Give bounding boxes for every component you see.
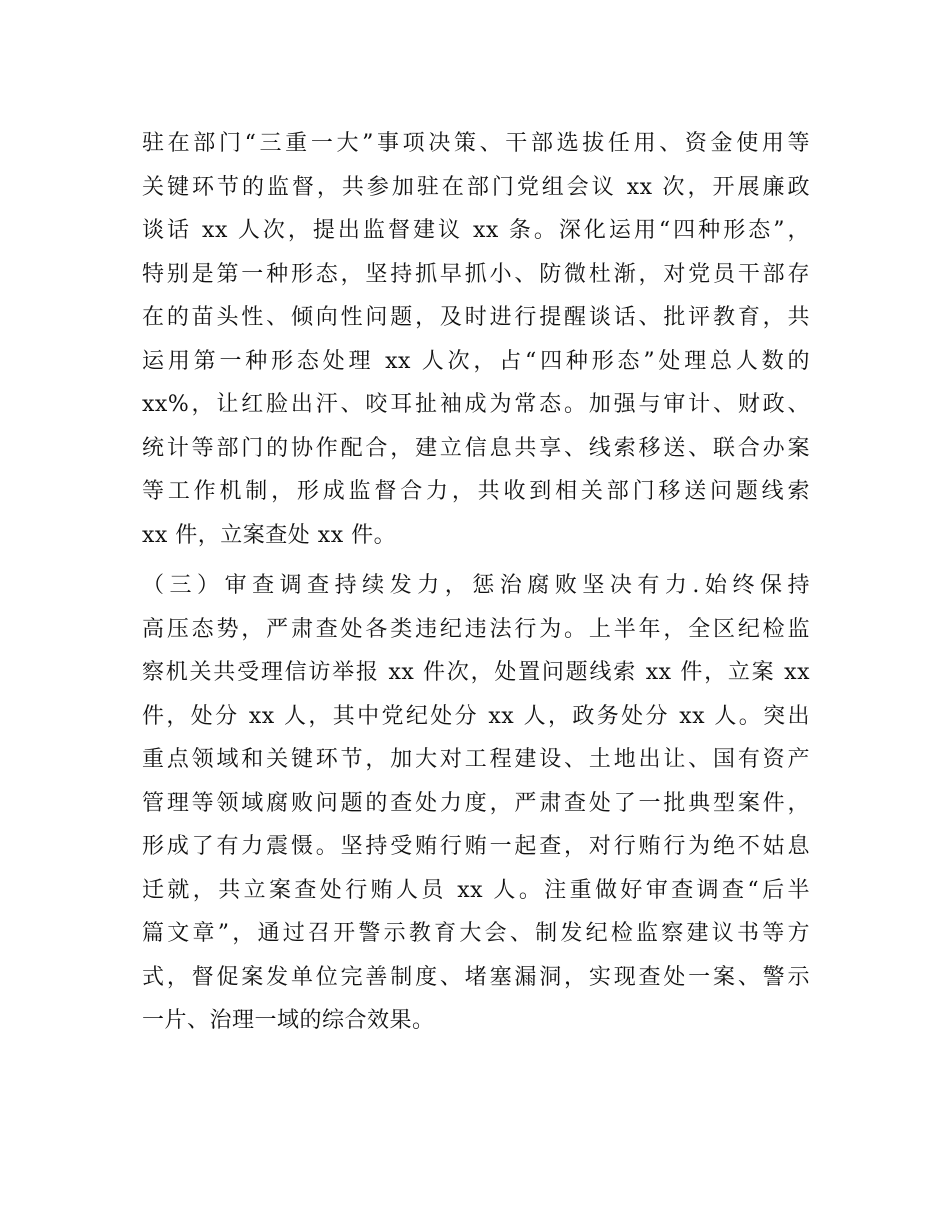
text-line: 迁就，共立案查处行贿人员 xx 人。注重做好审查调查“后半 <box>142 877 810 903</box>
text-line: 特别是第一种形态，坚持抓早抓小、防微杜渐，对党员干部存 <box>142 261 810 287</box>
text-line: 统计等部门的协作配合，建立信息共享、线索移送、联合办案 <box>142 435 810 461</box>
paragraph-investigation <box>142 564 810 1043</box>
text-line: 篇文章”，通过召开警示教育大会、制发纪检监察建议书等方 <box>142 921 810 946</box>
text-line: 重点领域和关键环节，加大对工程建设、土地出让、国有资产 <box>142 747 810 772</box>
text-line: 察机关共受理信访举报 xx 件次，处置问题线索 xx 件，立案 xx <box>142 660 810 685</box>
text-line: 谈话 xx 人次，提出监督建议 xx 条。深化运用“四种形态”， <box>142 218 810 243</box>
paragraph-supervision <box>142 122 810 557</box>
text-line: 式，督促案发单位完善制度、堵塞漏洞，实现查处一案、警示 <box>142 964 810 990</box>
section-heading-line: （三）审查调查持续发力，惩治腐败坚决有力.始终保持 <box>142 573 810 598</box>
text-line: 在的苗头性、倾向性问题，及时进行提醒谈话、批评教育，共 <box>142 305 810 330</box>
text-line: 一片、治理一域的综合效果。 <box>142 1008 435 1033</box>
text-line: 驻在部门“三重一大”事项决策、干部选拔任用、资金使用等 <box>142 131 810 156</box>
text-line: 运用第一种形态处理 xx 人次，占“四种形态”处理总人数的 <box>142 348 810 374</box>
text-line: 高压态势，严肃查处各类违纪违法行为。上半年，全区纪检监 <box>142 616 810 642</box>
text-line: xx%，让红脸出汗、咬耳扯袖成为常态。加强与审计、财政、 <box>142 392 810 417</box>
text-line: 形成了有力震慑。坚持受贿行贿一起查，对行贿行为绝不姑息 <box>142 834 810 859</box>
text-line: xx 件，立案查处 xx 件。 <box>142 522 397 548</box>
text-line: 件，处分 xx 人，其中党纪处分 xx 人，政务处分 xx 人。突出 <box>142 703 810 729</box>
text-line: 关键环节的监督，共参加驻在部门党组会议 xx 次，开展廉政 <box>142 174 810 200</box>
text-line: 等工作机制，形成监督合力，共收到相关部门移送问题线索 <box>142 479 810 504</box>
text-line: 管理等领域腐败问题的查处力度，严肃查处了一批典型案件， <box>142 790 810 816</box>
